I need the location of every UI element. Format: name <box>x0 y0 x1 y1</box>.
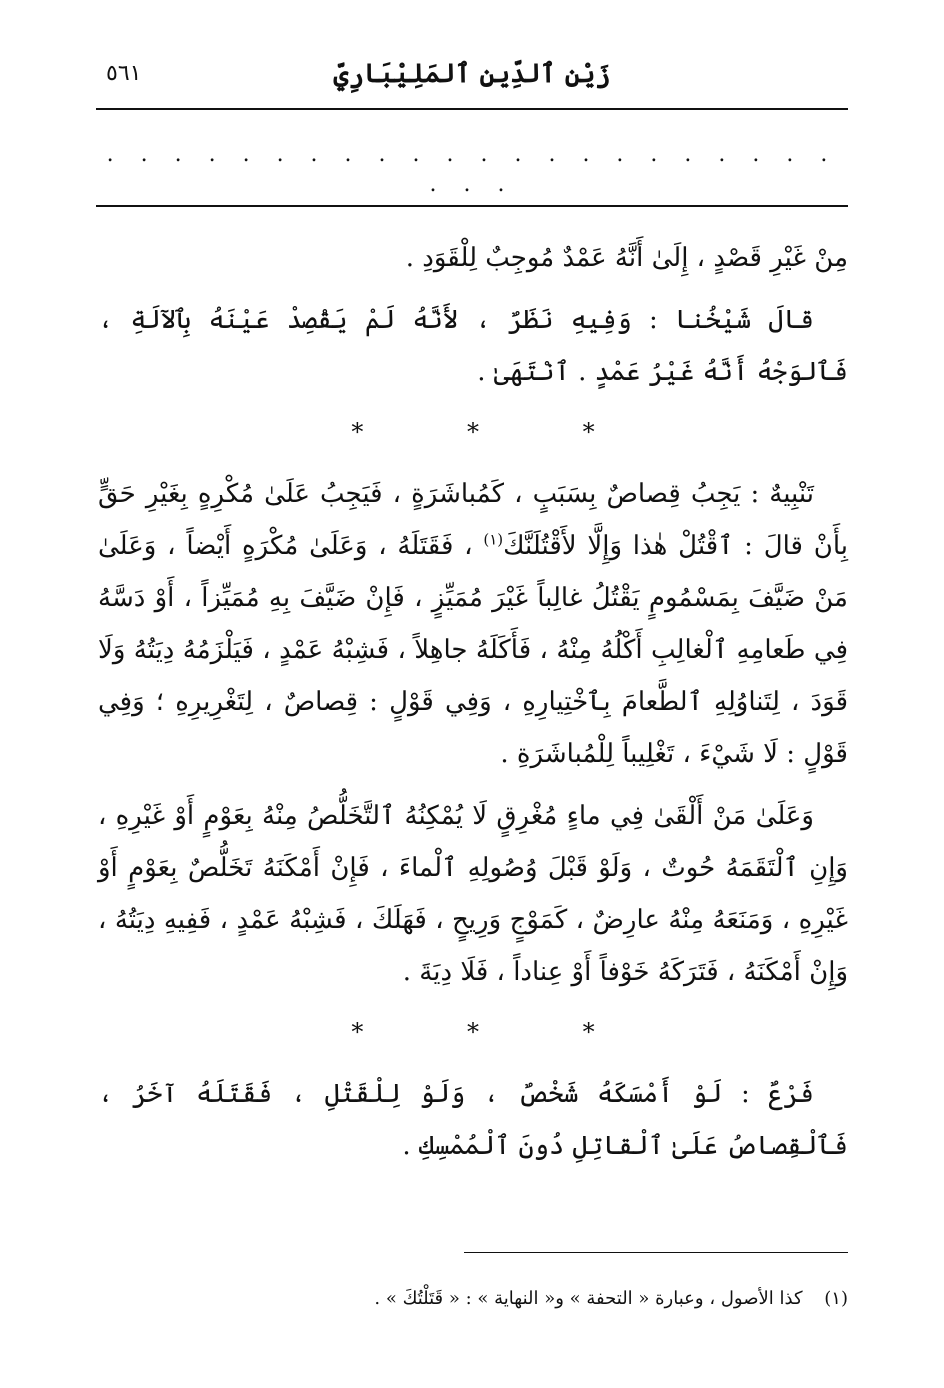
paragraph-tanbih <box>98 468 848 780</box>
paragraph-shaykh: قالَ شَيْخُنا : وَفِيهِ نَظَرٌ ، لأَنَّهُ لَمْ يَقْصِدْ عَيْنَهُ بِٱلآلَةِ ، فَٱلوَجْهُ أَنَّهُ غَيْرُ عَمْدٍ . ٱنْتَهَىٰ . <box>98 305 848 387</box>
body-text <box>98 232 848 1182</box>
footnote <box>96 1284 848 1314</box>
running-title: زَيْن ٱلدِّينِ ٱلمَلِيْبَارِيّ <box>333 59 611 89</box>
section-divider-stars <box>98 1008 848 1056</box>
paragraph-drowning: وَعَلَىٰ مَنْ أَلْقَىٰ فِي ماءٍ مُغْرِقٍ لَا يُمْكِنُهُ ٱلتَّخَلُّصُ مِنْهُ بِعَوْمٍ أَوْ غَيْرِهِ ، وَإِنِ ٱلْتَقَمَهُ حُوتٌ ، وَلَوْ قَبْلَ وُصُولِهِ ٱلْماءَ ، فَإِنْ أَمْكَنَهُ تَخَلُّصٌ بِعَوْمٍ أَوْ غَيْرِهِ ، وَمَنَعَهُ مِنْهُ عارِضٌ ، كَمَوْجٍ وَرِيحٍ ، فَهَلَكَ ، فَشِبْهُ عَمْدٍ ، فَفِيهِ دِيَتُهُ ، وَإِنْ أَمْكَنَهُ ، فَتَرَكَهُ خَوْفاً أَوْ عِناداً ، فَلَا دِيَةَ . <box>98 801 848 987</box>
star-mark: * <box>467 418 479 446</box>
page-number: ٥٦١ <box>106 61 142 86</box>
star-mark: * <box>582 418 595 446</box>
section-rule <box>96 205 848 207</box>
separator-dots: . . . . . . . . . . . . . . . . . . . . . . . . . <box>106 142 838 197</box>
paragraph-continuation: مِنْ غَيْرِ قَصْدٍ ، إِلَىٰ أَنَّهُ عَمْدٌ مُوجِبٌ لِلْقَوَدِ . <box>405 243 848 273</box>
footnote-rule <box>464 1252 848 1253</box>
footnote-text: كذا الأصول ، وعبارة « التحفة » و« النهاية » : « قَتَلْتُكَ » . <box>374 1288 803 1309</box>
tanbih-text-continued: ، فَقَتَلَهُ ، وَعَلَىٰ مُكْرَهٍ أَيْضاً ، وَعَلَىٰ مَنْ ضَيَّفَ بِمَسْمُومٍ يَقْتُلُ غالِباً غَيْرَ مُمَيِّزٍ ، فَإِنْ ضَيَّفَ بِهِ مُمَيِّزاً ، أَوْ دَسَّهُ فِي طَعامِهِ ٱلْغالِبِ أَكْلُهُ مِنْهُ ، فَأَكَلَهُ جاهِلاً ، فَشِبْهُ عَمْدٍ ، فَيَلْزَمُهُ دِيَتُهُ وَلَا قَوَدَ ، لِتَناوُلِهِ ٱلطَّعامَ بِٱخْتِيارِهِ ، وَفِي قَوْلٍ : قِصاصٌ ، لِتَغْرِيرِهِ ؛ وَفِي قَوْلٍ : لَا شَيْءَ ، تَغْلِيباً لِلْمُباشَرَةِ . <box>98 531 848 769</box>
star-mark: * <box>351 1018 364 1046</box>
paragraph-far: فَرْعٌ : لَوْ أَمْسَكَهُ شَخْصٌ ، وَلَوْ لِلْقَتْلِ ، فَقَتَلَهُ آخَرُ ، فَٱلْقِصاصُ عَلَىٰ ٱلْقاتِلِ دُونَ ٱلْمُمْسِكِ . <box>98 1079 848 1161</box>
footnote-marker: (١) <box>824 1288 848 1309</box>
star-mark: * <box>582 1018 595 1046</box>
footnote-reference[interactable]: (١) <box>483 530 504 549</box>
tanbih-text: تَنْبِيهٌ : يَجِبُ قِصاصٌ بِسَبَبٍ ، كَمُباشَرَةٍ ، فَيَجِبُ عَلَىٰ مُكْرِهٍ بِغَيْرِ حَقٍّ بِأَنْ قالَ : ٱقْتُلْ هٰذا وَإِلَّا لأَقْتُلَنَّكَ <box>98 479 848 561</box>
header-rule <box>96 108 848 110</box>
running-head <box>96 52 848 96</box>
star-mark: * <box>467 1018 479 1046</box>
section-divider-stars <box>98 408 848 456</box>
star-mark: * <box>351 418 364 446</box>
